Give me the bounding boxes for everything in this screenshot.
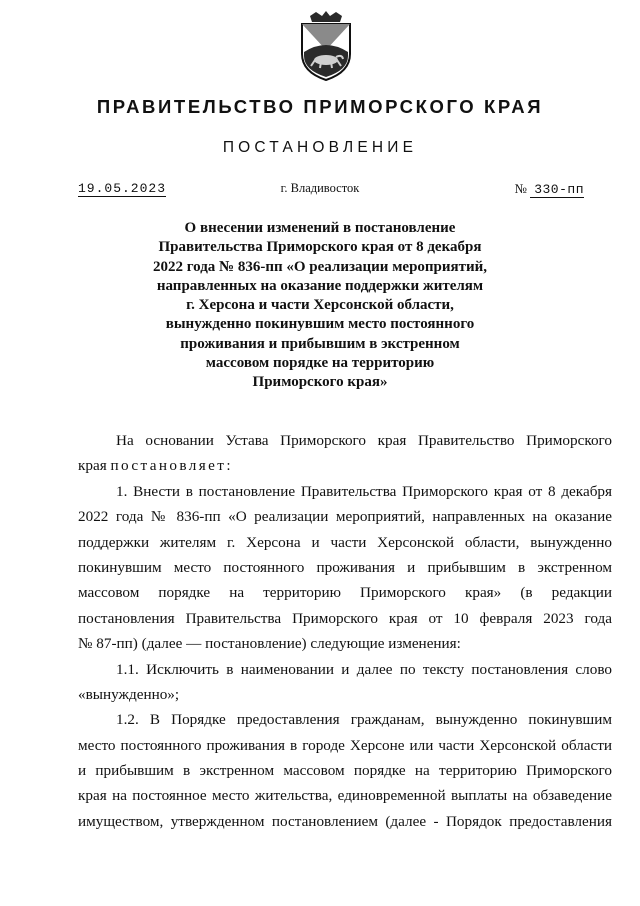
paragraph-line: 1. Внести в постановление Правительства Приморского края от 8 декабря (116, 482, 612, 500)
subject-line: вынужденно покинувшим место постоянного (165, 316, 475, 333)
resolves-word: постановляет: (110, 457, 233, 475)
document-subject (120, 219, 520, 393)
paragraph-line: 1.2. В Порядке предоставления гражданам, вынужденно покинувшим (116, 711, 612, 729)
government-title: ПРАВИТЕЛЬСТВО ПРИМОРСКОГО КРАЯ (96, 96, 544, 117)
paragraph-line: покинувшим место постоянного проживания и прибывшим в экстренном (78, 558, 612, 576)
subject-line: 2022 года № 836-пп «О реализации мероприятий, (152, 258, 488, 275)
paragraph-line: поддержки жителям г. Херсона и части Херсонской области, вынужденно (78, 533, 612, 551)
subject-line: проживания и прибывшим в экстренном (180, 335, 460, 352)
coat-of-arms-emblem (296, 10, 356, 82)
document-city: г. Владивосток (280, 181, 360, 195)
document-date: 19.05.2023 (78, 181, 167, 196)
paragraph-line: 2022 года № 836-пп «О реализации мероприятий, направленных на оказание (78, 508, 612, 526)
subject-line: Приморского края» (252, 374, 388, 391)
paragraph-line: место постоянного проживания в городе Херсоне или части Херсонской области (78, 736, 612, 754)
paragraph-line: постановления Правительства Приморского края от 10 февраля 2023 года (78, 609, 612, 627)
document-body (78, 428, 612, 834)
subject-line: Правительства Приморского края от 8 декабря (158, 239, 482, 256)
text-fragment: края (78, 457, 111, 475)
paragraph-line: края на постоянное место жительства, единовременной выплаты на обзаведение (78, 787, 612, 805)
paragraph-line (78, 453, 612, 478)
subject-line: г. Херсона и части Херсонской области, (186, 297, 454, 314)
number-value: 330-пп (530, 182, 584, 198)
subject-line: О внесении изменений в постановление (184, 220, 456, 236)
subject-line: массовом порядке на территорию (205, 355, 435, 372)
paragraph-line: и прибывшим в экстренном массовом порядке на территорию Приморского (78, 762, 612, 780)
subject-line: направленных на оказание поддержки жителям (156, 277, 484, 294)
document-type: ПОСТАНОВЛЕНИЕ (222, 139, 418, 156)
paragraph-line: имуществом, утвержденном постановлением (далее - Порядок предоставления (78, 812, 612, 830)
document-number (515, 181, 584, 197)
paragraph-line: 1.1. Исключить в наименовании и далее по тексту постановления слово (116, 660, 612, 678)
paragraph-line: На основании Устава Приморского края Правительство Приморского (116, 432, 612, 449)
paragraph-line: массовом порядке на территорию Приморского края» (в редакции (78, 584, 612, 602)
paragraph-line: «вынужденно»; (78, 685, 180, 703)
number-prefix: № (514, 181, 527, 196)
paragraph-line: № 87-пп) (далее — постановление) следующие изменения: (78, 635, 461, 653)
